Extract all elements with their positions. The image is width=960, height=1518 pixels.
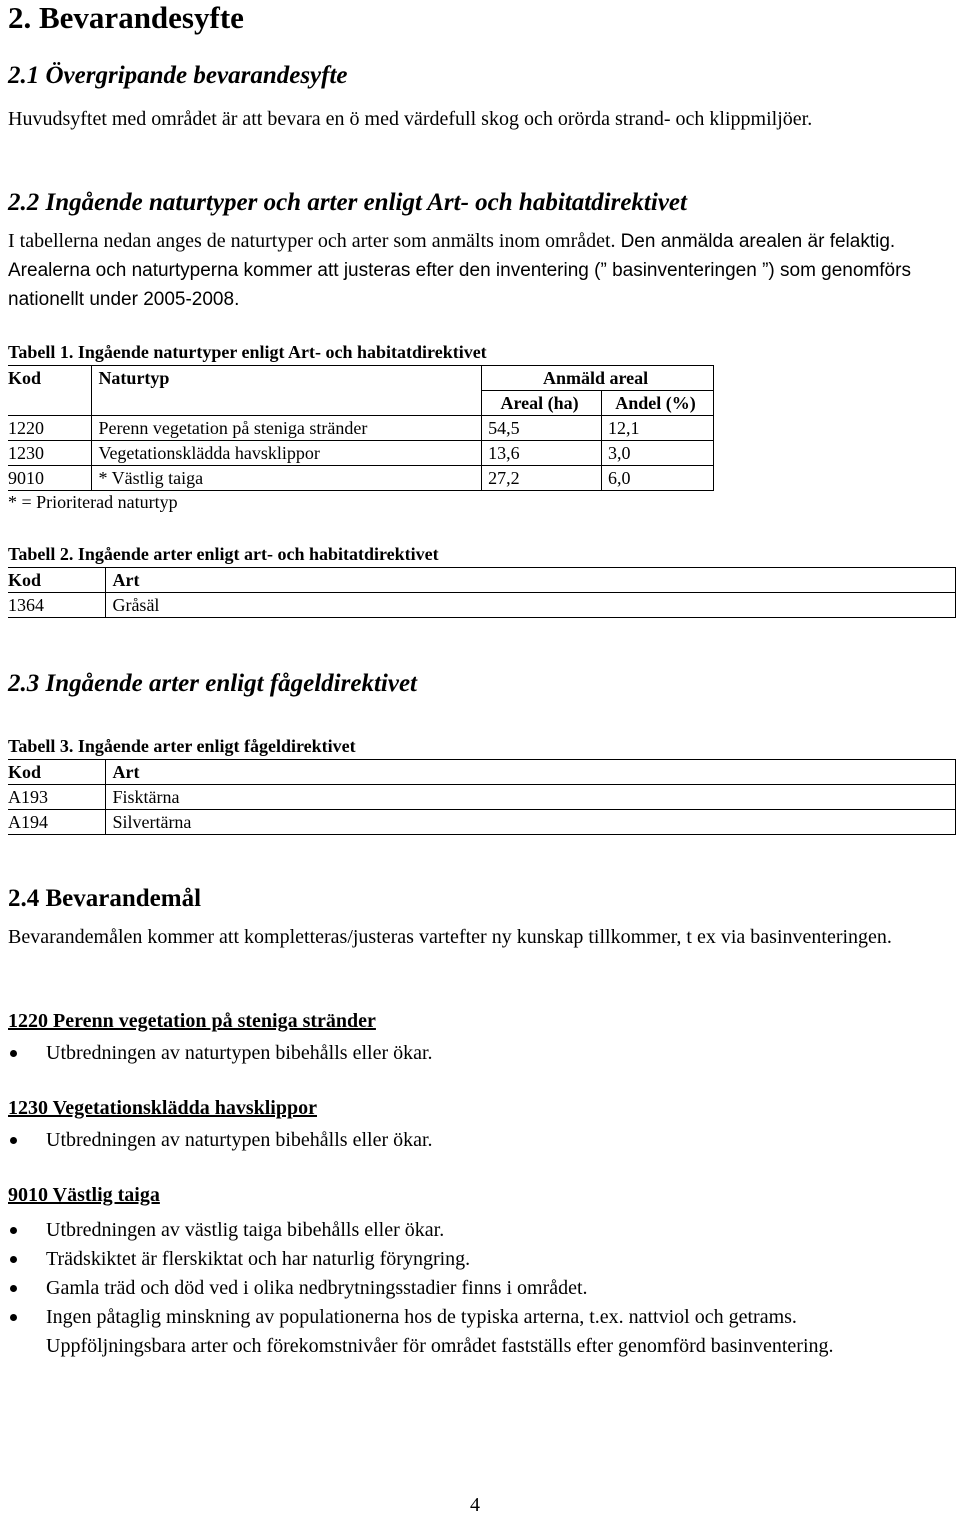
- list-item: [8, 1126, 908, 1155]
- table-row: [8, 416, 714, 441]
- goal-title: 9010 Västlig taiga: [8, 1184, 160, 1206]
- bullet-icon: [10, 1227, 17, 1234]
- chapter-heading: 2. Bevarandesyfte: [8, 0, 244, 35]
- list-item: [8, 1274, 908, 1303]
- goal-item-text: Ingen påtaglig minskning av populationerna hos de typiska arterna, t.ex. nattviol och getrams. Uppföljningsbara arter och förekomstnivåer för området fastställs efter genomförd basinventering.: [46, 1306, 834, 1357]
- table2-header-kod: Kod: [8, 568, 106, 593]
- table1-cell-areal: 27,2: [482, 466, 602, 491]
- section-2-4-text: Bevarandemålen kommer att kompletteras/justeras vartefter ny kunskap tillkommer, t ex via basinventeringen.: [8, 926, 892, 948]
- section-2-1-heading: 2.1 Övergripande bevarandesyfte: [8, 62, 348, 89]
- table1-cell-naturtyp: Perenn vegetation på steniga stränder: [92, 416, 482, 441]
- page-number: 4: [470, 1494, 480, 1516]
- table3-header-kod: Kod: [8, 760, 106, 785]
- bullet-icon: [10, 1285, 17, 1292]
- table1-cell-naturtyp: Vegetationsklädda havsklippor: [92, 441, 482, 466]
- section-2-2-text: [8, 227, 938, 314]
- section-2-2-text-serif: I tabellerna nedan anges de naturtyper och arter som anmälts inom området.: [8, 230, 621, 252]
- table-row: [8, 593, 956, 618]
- bullet-icon: [10, 1314, 17, 1321]
- goal-list: [8, 1126, 908, 1155]
- bullet-icon: [10, 1137, 17, 1144]
- table3-cell-art: Silvertärna: [106, 810, 956, 835]
- table1-header-naturtyp: Naturtyp: [92, 366, 482, 391]
- table-row: [8, 785, 956, 810]
- list-item: [8, 1216, 908, 1245]
- table1-cell-kod: 1220: [8, 416, 92, 441]
- table3-header-art: Art: [106, 760, 956, 785]
- table-row: [8, 810, 956, 835]
- table3-cell-kod: A194: [8, 810, 106, 835]
- table3-caption: Tabell 3. Ingående arter enligt fågeldirektivet: [8, 736, 356, 756]
- table2-caption: Tabell 2. Ingående arter enligt art- och habitatdirektivet: [8, 544, 439, 564]
- table1-caption: Tabell 1. Ingående naturtyper enligt Art- och habitatdirektivet: [8, 342, 487, 362]
- table3-cell-art: Fisktärna: [106, 785, 956, 810]
- table2-cell-art: Gråsäl: [106, 593, 956, 618]
- list-item: [8, 1039, 908, 1068]
- goal-list: [8, 1039, 908, 1068]
- goal-list: [8, 1216, 908, 1361]
- section-2-3-heading: 2.3 Ingående arter enligt fågeldirektivet: [8, 670, 417, 697]
- table1-cell-andel: 3,0: [602, 441, 714, 466]
- table1-note: * = Prioriterad naturtyp: [8, 492, 178, 512]
- table2: [8, 567, 956, 618]
- table1-header-andel: Andel (%): [602, 391, 714, 416]
- table1-cell-areal: 13,6: [482, 441, 602, 466]
- table1-cell-kod: 1230: [8, 441, 92, 466]
- table1-header-areal: Areal (ha): [482, 391, 602, 416]
- table1-cell-naturtyp: * Västlig taiga: [92, 466, 482, 491]
- goal-title: 1220 Perenn vegetation på steniga stränder: [8, 1010, 376, 1032]
- list-item: [8, 1245, 908, 1274]
- section-2-2-heading: 2.2 Ingående naturtyper och arter enligt Art- och habitatdirektivet: [8, 189, 687, 216]
- section-2-4-heading: 2.4 Bevarandemål: [8, 885, 202, 912]
- goal-title: 1230 Vegetationsklädda havsklippor: [8, 1097, 317, 1119]
- goal-item-text: Trädskiktet är flerskiktat och har naturlig föryngring.: [46, 1248, 471, 1270]
- section-2-1-text: Huvudsyftet med området är att bevara en ö med värdefull skog och orörda strand- och klippmiljöer.: [8, 108, 813, 130]
- section-2-2-text-sans: Den anmälda arealen är felaktig. Arealerna och naturtyperna kommer att justeras efter den inventering (” basinventeringen ”) som genomförs nationellt under 2005-2008.: [8, 231, 911, 310]
- goal-item-text: Utbredningen av naturtypen bibehålls eller ökar.: [46, 1042, 433, 1064]
- goal-item-text: Utbredningen av västlig taiga bibehålls eller ökar.: [46, 1219, 445, 1241]
- table1-cell-andel: 6,0: [602, 466, 714, 491]
- table3-cell-kod: A193: [8, 785, 106, 810]
- table2-header-art: Art: [106, 568, 956, 593]
- goal-item-text: Gamla träd och död ved i olika nedbrytningsstadier finns i området.: [46, 1277, 588, 1299]
- bullet-icon: [10, 1256, 17, 1263]
- bullet-icon: [10, 1050, 17, 1057]
- table1-cell-areal: 54,5: [482, 416, 602, 441]
- table1: [8, 365, 714, 491]
- table1-cell-kod: 9010: [8, 466, 92, 491]
- table1-cell-andel: 12,1: [602, 416, 714, 441]
- table-row: [8, 441, 714, 466]
- table1-header-anmald-areal: Anmäld areal: [482, 366, 714, 391]
- table2-cell-kod: 1364: [8, 593, 106, 618]
- list-item: [8, 1303, 908, 1361]
- table-row: [8, 466, 714, 491]
- goal-item-text: Utbredningen av naturtypen bibehålls eller ökar.: [46, 1129, 433, 1151]
- table1-header-kod: Kod: [8, 366, 92, 391]
- table3: [8, 759, 956, 835]
